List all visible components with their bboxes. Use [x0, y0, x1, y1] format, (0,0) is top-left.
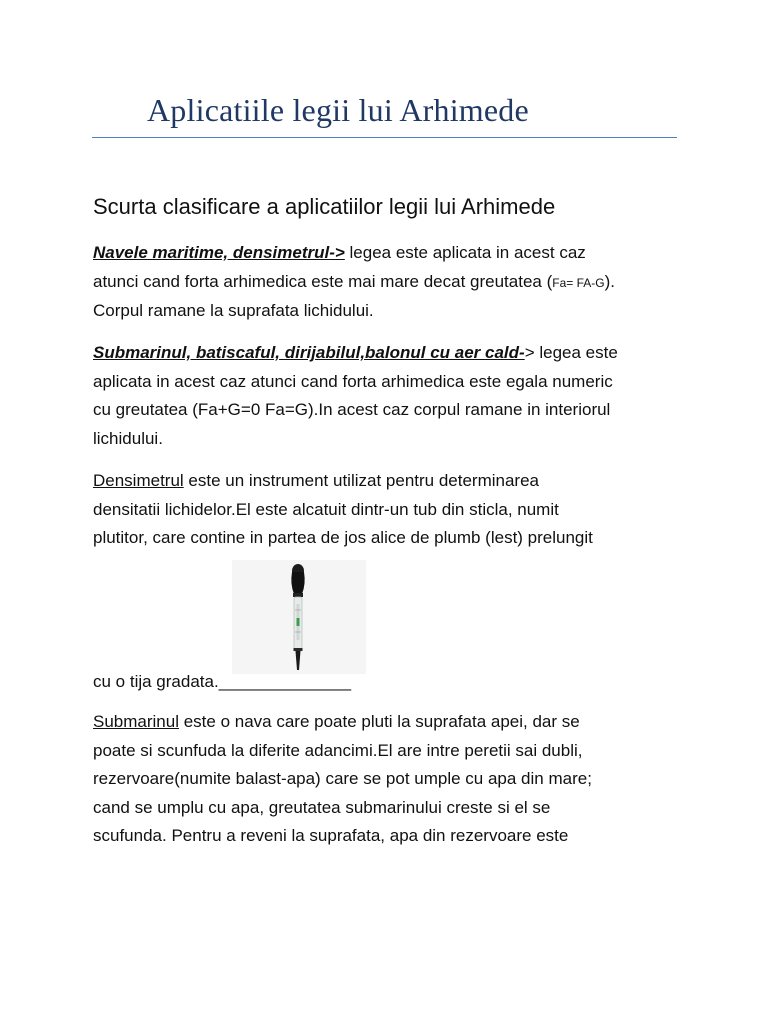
paragraph-graduated-rod-line-1: cu o tija gradata.______________ — [93, 672, 352, 691]
paragraph-submarine-equal-line-4: lichidului. — [93, 428, 163, 448]
text-span: ). — [604, 271, 615, 291]
paragraph-ships-line-3: Corpul ramane la suprafata lichidului. — [93, 301, 374, 320]
paragraph-submarine-line-4: cand se umplu cu apa, greutatea submarinului creste si el se — [93, 797, 551, 817]
section-heading: Scurta clasificare a aplicatiilor legii lui Arhimede — [93, 194, 556, 219]
paragraph-submarine-equal-line-3: cu greutatea (Fa+G=0 Fa=G).In acest caz corpul ramane in interiorul — [93, 400, 611, 419]
title-underline — [92, 137, 677, 138]
text-span: este o nava care poate pluti la suprafata apei, dar se — [179, 712, 580, 731]
text-span: legea este aplicata in acest caz — [344, 243, 586, 262]
hydrometer-image — [232, 560, 366, 674]
paragraph-submarine-line-5: scufunda. Pentru a reveni la suprafata, apa din rezervoare este — [93, 826, 569, 845]
paragraph-densimeter-line-3: plutitor, care contine in partea de jos alice de plumb (lest) prelungit — [93, 528, 593, 547]
paragraph-submarine-line-2: poate si scunfuda la diferite adancimi.El are intre peretii sai dubli, — [93, 740, 583, 760]
paragraph-submarine-equal-line-2: aplicata in acest caz atunci cand forta arhimedica este egala numeric — [93, 371, 613, 391]
paragraph-submarine-line-1 — [93, 708, 693, 737]
paragraph-submarine-equal-line-1 — [93, 339, 693, 368]
paragraph-graduated-rod — [93, 668, 693, 697]
paragraph-submarine — [93, 708, 693, 851]
paragraph-densimeter — [93, 467, 693, 553]
term-ships: Navele maritime, densimetrul-> — [93, 243, 345, 262]
paragraph-submarine-equal — [93, 339, 693, 453]
paragraph-ships — [93, 239, 693, 326]
paragraph-densimeter-line-1 — [93, 467, 693, 496]
hydrometer-icon — [232, 560, 366, 674]
paragraph-ships-line-2 — [93, 268, 693, 298]
paragraph-ships-line-1 — [93, 239, 693, 268]
text-span: > legea este — [524, 343, 618, 362]
document-title: Aplicatiile legii lui Arhimede — [147, 92, 529, 128]
paragraph-densimeter-line-2: densitatii lichidelor.El este alcatuit dintr-un tub din sticla, numit — [93, 499, 559, 519]
formula: Fa= FA-G — [552, 275, 605, 290]
text-span: este un instrument utilizat pentru determinarea — [183, 471, 540, 490]
term-densimeter: Densimetrul — [93, 471, 184, 490]
text-span: atunci cand forta arhimedica este mai mare decat greutatea ( — [93, 271, 553, 291]
term-submarine: Submarinul, batiscaful, dirijabilul,balonul cu aer cald- — [93, 343, 525, 362]
paragraph-submarine-line-3: rezervoare(numite balast-apa) care se pot umple cu apa din mare; — [93, 769, 592, 788]
term-submarine-2: Submarinul — [93, 712, 179, 731]
